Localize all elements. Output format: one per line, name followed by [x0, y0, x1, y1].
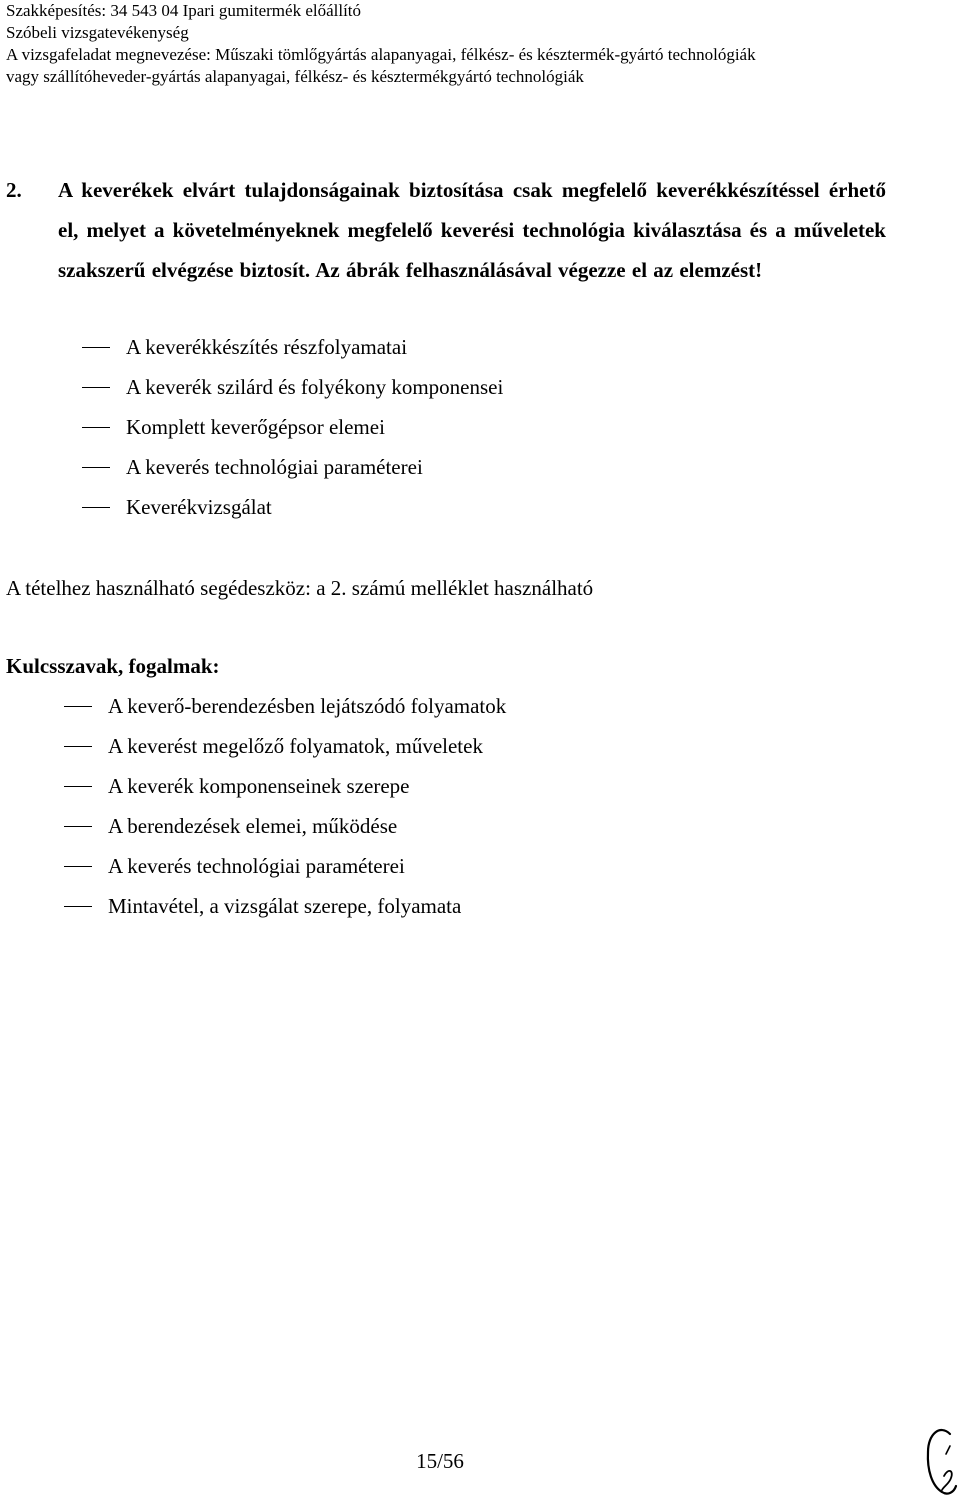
list-item-text: A keverék szilárd és folyékony komponensei: [126, 375, 504, 399]
task-subtopics-list: [82, 327, 503, 527]
dash-bullet-icon: [64, 906, 92, 907]
dash-bullet-icon: [64, 786, 92, 787]
signature-icon: [918, 1420, 960, 1500]
dash-bullet-icon: [82, 387, 110, 388]
header-qualification: Szakképesítés: 34 543 04 Ipari gumitermék előállító: [6, 1, 362, 20]
dash-bullet-icon: [82, 467, 110, 468]
page-number: 15/56: [416, 1449, 464, 1473]
list-item-text: A keverés technológiai paraméterei: [108, 854, 405, 878]
task-statement: [6, 170, 886, 290]
list-item: [64, 766, 506, 806]
keywords-list: [64, 686, 506, 926]
header-exam-type: Szóbeli vizsgatevékenység: [6, 23, 189, 42]
list-item: [64, 686, 506, 726]
list-item-text: A keverést megelőző folyamatok, műveletek: [108, 734, 483, 758]
dash-bullet-icon: [82, 507, 110, 508]
task-number: 2.: [6, 178, 22, 202]
list-item: [64, 886, 506, 926]
list-item: [64, 846, 506, 886]
dash-bullet-icon: [64, 866, 92, 867]
dash-bullet-icon: [82, 427, 110, 428]
dash-bullet-icon: [64, 826, 92, 827]
list-item: [64, 806, 506, 846]
dash-bullet-icon: [64, 746, 92, 747]
list-item: [64, 726, 506, 766]
list-item: [82, 487, 503, 527]
task-text: A keverékek elvárt tulajdonságainak biztosítása csak megfelelő keverékkészítéssel érhető el, melyet a követelményeknek megfelelő keverési technológia kiválasztása és a műveletek szakszerű elvégzése biztosít. Az ábrák felhasználásával végezze el az elemzést!: [58, 178, 886, 282]
dash-bullet-icon: [82, 347, 110, 348]
dash-bullet-icon: [64, 706, 92, 707]
list-item: [82, 447, 503, 487]
list-item: [82, 327, 503, 367]
list-item-text: Mintavétel, a vizsgálat szerepe, folyamata: [108, 894, 462, 918]
keywords-title: Kulcsszavak, fogalmak:: [6, 654, 220, 678]
list-item-text: A keverő-berendezésben lejátszódó folyamatok: [108, 694, 507, 718]
page-header: [6, 0, 946, 88]
list-item: [82, 407, 503, 447]
list-item: [82, 367, 503, 407]
list-item-text: A keverés technológiai paraméterei: [126, 455, 423, 479]
list-item-text: A keverékkészítés részfolyamatai: [126, 335, 408, 359]
header-task-name-continued: vagy szállítóheveder-gyártás alapanyagai, félkész- és késztermékgyártó technológiák: [6, 67, 584, 86]
tool-note: A tételhez használható segédeszköz: a 2. számú melléklet használható: [6, 576, 594, 600]
header-task-name: A vizsgafeladat megnevezése: Műszaki tömlőgyártás alapanyagai, félkész- és késztermék-gyártó technológiák: [6, 45, 756, 64]
list-item-text: A berendezések elemei, működése: [108, 814, 398, 838]
list-item-text: Komplett keverőgépsor elemei: [126, 415, 385, 439]
list-item-text: A keverék komponenseinek szerepe: [108, 774, 410, 798]
list-item-text: Keverékvizsgálat: [126, 495, 272, 519]
